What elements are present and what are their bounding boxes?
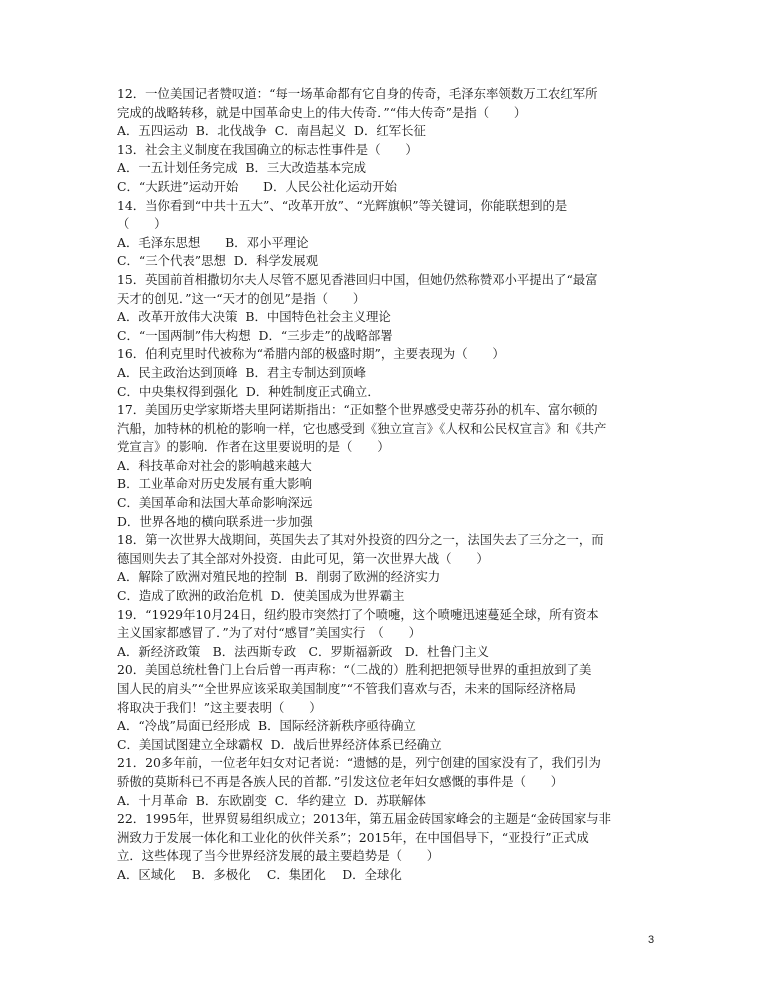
text-line: 骄傲的莫斯科已不再是各族人民的首都．”引发这位老年妇女感慨的事件是（ ）	[117, 773, 564, 789]
text-line: 16．伯利克里时代被称为“希腊内部的极盛时期”，主要表现为（ ）	[117, 346, 505, 362]
text-line: 国人民的肩头”“全世界应该采取美国制度”“不管我们喜欢与否，未来的国际经济格局	[117, 681, 577, 696]
text-line: A．区域化 B．多极化 C．集团化 D．全球化	[117, 866, 402, 882]
text-line: A．解除了欧洲对殖民地的控制 B．削弱了欧洲的经济实力	[117, 569, 441, 585]
text-line: A．科技革命对社会的影响越来越大	[117, 457, 312, 473]
text-line: 13．社会主义制度在我国确立的标志性事件是（ ）	[117, 141, 418, 157]
text-line: C．“三个代表”思想 D．科学发展观	[117, 253, 319, 269]
text-line: 洲致力于发展一体化和工业化的伙伴关系”；2015年，在中国倡导下，“亚投行”正式成	[117, 829, 589, 845]
text-line: 完成的战略转移，就是中国革命史上的伟大传奇．”“伟大传奇”是指（ ）	[117, 104, 527, 120]
text-line: 将取决于我们！”这主要表明（ ）	[117, 699, 322, 715]
text-line: C．美国试图建立全球霸权 D．战后世界经济体系已经确立	[117, 736, 442, 752]
text-line: D．世界各地的横向联系进一步加强	[117, 513, 313, 529]
text-line: A．“冷战”局面已经形成 B．国际经济新秩序亟待确立	[117, 718, 416, 734]
text-line: C．造成了欧洲的政治危机 D．使美国成为世界霸主	[117, 588, 405, 604]
text-line: C．“一国两制”伟大构想 D．“三步走”的战略部署	[117, 327, 393, 343]
text-line: 18．第一次世界大战期间，英国失去了其对外投资的四分之一，法国失去了三分之一，而	[117, 532, 604, 548]
text-line: 主义国家都感冒了．”为了对付“感冒”美国实行 （ ）	[117, 625, 421, 641]
text-line: A．新经济政策 B．法西斯专政 C．罗斯福新政 D．杜鲁门主义	[117, 643, 490, 659]
text-line: 19．“1929年10月24日，纽约股市突然打了个喷嚏，这个喷嚏迅速蔓延全球，所有资本	[117, 606, 599, 622]
page-number: 3	[648, 934, 655, 946]
text-line: 22．1995年，世界贸易组织成立；2013年，第五届金砖国家峰会的主题是“金砖国家与非	[117, 811, 612, 827]
text-line: C．“大跃进”运动开始 D．人民公社化运动开始	[117, 178, 397, 194]
document-body	[117, 85, 657, 885]
text-line: 汽船，加特林的机枪的影响一样，它也感受到《独立宣言》《人权和公民权宣言》和《共产	[117, 420, 607, 436]
text-line: 天才的创见．”这一“天才的创见”是指（ ）	[117, 290, 366, 306]
text-line: A．改革开放伟大决策 B．中国特色社会主义理论	[117, 309, 391, 325]
text-line: A．毛泽东思想 B．邓小平理论	[117, 234, 309, 250]
text-line: 立．这些体现了当今世界经济发展的最主要趋势是（ ）	[117, 848, 440, 864]
text-line: 17．美国历史学家斯塔夫里阿诺斯指出：“正如整个世界感受史蒂芬孙的机车、富尔顿的	[117, 402, 598, 418]
text-line: A．五四运动 B．北伐战争 C．南昌起义 D．红军长征	[117, 123, 426, 139]
text-line: 德国则失去了其全部对外投资．由此可见，第一次世界大战（ ）	[117, 550, 489, 566]
text-line: C．美国革命和法国大革命影响深远	[117, 495, 313, 511]
text-line: 21．20多年前，一位老年妇女对记者说：“遗憾的是，列宁创建的国家没有了，我们引为	[117, 755, 601, 771]
text-line: 12．一位美国记者赞叹道：“每一场革命都有它自身的传奇，毛泽东率领数万工农红军所	[117, 86, 598, 101]
text-line: （ ）	[117, 216, 167, 232]
text-line: 党宣言》的影响．作者在这里要说明的是（ ）	[117, 439, 390, 455]
text-line: 20．美国总统杜鲁门上台后曾一再声称：“（二战的）胜利把把领导世界的重担放到了美	[117, 662, 592, 678]
text-line: A．一五计划任务完成 B．三大改造基本完成	[117, 160, 366, 176]
text-line: B．工业革命对历史发展有重大影响	[117, 476, 312, 492]
text-line: A．民主政治达到顶峰 B．君主专制达到顶峰	[117, 364, 366, 380]
text-line: C．中央集权得到强化 D．种姓制度正式确立．	[117, 383, 380, 399]
text-line: A．十月革命 B．东欧剧变 C．华约建立 D．苏联解体	[117, 792, 426, 808]
text-line: 14．当你看到“中共十五大”、“改革开放”、“光辉旗帜”等关键词，你能联想到的是	[117, 197, 568, 213]
text-line: 15．英国前首相撒切尔夫人尽管不愿见香港回归中国，但她仍然称赞邓小平提出了“最富	[117, 271, 598, 287]
